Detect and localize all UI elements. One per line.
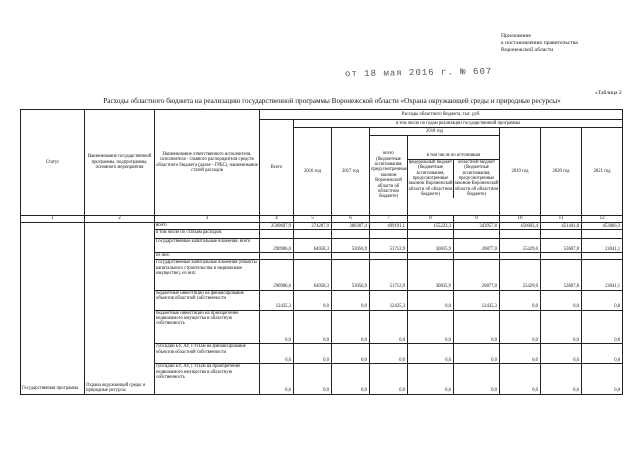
value-cell: 0,0 [332,344,370,364]
value-cell: 0,0 [582,364,623,395]
column-numbers-row [21,216,623,223]
date-stamp: от 18 мая 2016 г. № 607 [344,66,493,80]
value-cell: 0,0 [294,344,332,364]
value-cell: 53607,8 [541,238,582,253]
value-cell [582,230,623,238]
value-cell [500,253,541,260]
value-cell: 64058,3 [294,238,332,253]
value-cell: 12435,3 [370,290,408,310]
value-cell: 12435,3 [454,290,500,310]
header-2018: 2018 год [370,128,500,136]
value-cell: 20877,0 [454,238,500,253]
value-cell: 0,0 [500,290,541,310]
col-num: 4 [260,216,294,223]
header-program-name: Наименование государственной программы, подпрограммы, основного мероприятия [85,110,155,216]
value-cell [454,253,500,260]
row-label: бюджетные инвестиции на приобретение недвижимого имущества в областную собственность [155,310,260,344]
value-cell [408,230,454,238]
value-cell: 0,0 [370,344,408,364]
col-num: 3 [155,216,260,223]
value-cell: 2509697,9 [260,223,294,230]
value-cell: 53607,8 [541,260,582,290]
value-cell: 0,0 [582,310,623,344]
value-cell: 0,0 [294,310,332,344]
header-status: Статус [21,110,85,216]
header-by-years: в том числе по годам реализации государственной программы [294,120,623,128]
row-label: субсидии БУ, АУ, ГУПам на приобретение недвижимого имущества в областную собственность [155,364,260,395]
value-cell: 20877,0 [454,260,500,290]
value-cell [294,230,332,238]
table-body [21,223,623,395]
value-cell [332,230,370,238]
table-label: «Таблица 2 [595,90,622,96]
value-cell [541,253,582,260]
value-cell: 0,0 [454,344,500,364]
value-cell: 0,0 [408,310,454,344]
col-num: 7 [370,216,408,223]
value-cell: 0,0 [454,364,500,395]
page-title: Расходы областного бюджета на реализацию государственной программы Воронежской области «Охрана окружающей среды и природные ресурсы» [103,97,561,105]
value-cell: 343957,8 [454,223,500,230]
value-cell: 13041,1 [582,238,623,253]
value-cell: 55429,0 [500,260,541,290]
col-num: 1 [21,216,85,223]
appendix-line-1: Приложение [501,33,532,39]
value-cell [370,253,408,260]
header-by-source: в том числе по источникам [408,153,499,159]
value-cell: 0,0 [500,364,541,395]
col-num: 12 [582,216,623,223]
value-cell [260,253,294,260]
header-budget-expenses: Расходы областного бюджета, тыс. руб. [260,110,623,120]
row-label: субсидии БУ, АУ, ГУПам на финансирование объектов областной собственности [155,344,260,364]
value-cell: 290906,0 [260,238,294,253]
value-cell: 0,0 [332,310,370,344]
value-cell [582,253,623,260]
value-cell: 0,0 [408,344,454,364]
header-2017: 2017 год [332,128,370,216]
table-row [21,223,623,230]
value-cell: 0,0 [370,364,408,395]
value-cell: 451441,8 [541,223,582,230]
col-num: 10 [500,216,541,223]
col-num: 9 [454,216,500,223]
row-label: Государственные капитальные вложения (объекты капитального строительства и недвижимое имущество), из них: [155,260,260,290]
row-label: из них: [155,253,260,260]
col-num: 2 [85,216,155,223]
value-cell: 0,0 [500,344,541,364]
row-label: всего [155,223,260,230]
value-cell: 0,0 [541,290,582,310]
value-cell: 290906,0 [260,260,294,290]
value-cell: 0,0 [582,290,623,310]
value-cell: 0,0 [500,310,541,344]
value-cell: 0,0 [454,310,500,344]
value-cell: 51712,9 [370,260,408,290]
value-cell: 453866,3 [582,223,623,230]
col-num: 8 [408,216,454,223]
value-cell: 155233,3 [408,223,454,230]
value-cell: 0,0 [260,310,294,344]
value-cell: 30835,9 [408,260,454,290]
value-cell: 0,0 [408,364,454,395]
row-label: Государственные капитальные вложения, всего [155,238,260,253]
appendix-line-2: к постановлению правительства [501,40,578,46]
budget-table [20,109,623,395]
value-cell: 380307,4 [332,223,370,230]
header-sources-cell [408,136,500,216]
row-label: бюджетные инвестиции на финансирование объектов областной собственности [155,290,260,310]
value-cell: 55429,0 [500,238,541,253]
header-2021: 2021 год [582,128,623,216]
value-cell: 12435,3 [260,290,294,310]
value-cell: 0,0 [582,344,623,364]
header-executor: Наименование ответственного исполнителя, исполнителя - главного распорядителя средств областного бюджета (далее - ГРБС), наименование статей расходов [155,110,260,216]
value-cell [500,230,541,238]
value-cell: 53056,9 [332,260,370,290]
value-cell: 499191,1 [370,223,408,230]
appendix-block [501,33,578,54]
value-cell: 0,0 [294,290,332,310]
value-cell: 0,0 [541,364,582,395]
value-cell: 0,0 [260,364,294,395]
value-cell: 0,0 [541,344,582,364]
row-label: в том числе по статьям расходов: [155,230,260,238]
value-cell [332,253,370,260]
appendix-line-3: Воронежской области [501,47,554,53]
value-cell [454,230,500,238]
header-2019: 2019 год [500,128,541,216]
status-cell: Государственная программа [21,223,85,395]
col-num: 5 [294,216,332,223]
value-cell: 274287,9 [294,223,332,230]
value-cell: 13041,1 [582,260,623,290]
value-cell: 0,0 [541,310,582,344]
value-cell: 64058,3 [294,260,332,290]
value-cell: 30835,9 [408,238,454,253]
value-cell [294,253,332,260]
value-cell: 51712,9 [370,238,408,253]
value-cell: 0,0 [294,364,332,395]
header-2016: 2016 год [294,128,332,216]
header-2020: 2020 год [541,128,582,216]
header-regional: областной бюджет (бюджетные ассигнования, предусмотренные законом Воронежской области об областном бюджете) [454,159,499,198]
value-cell: 0,0 [370,310,408,344]
value-cell: 0,0 [332,290,370,310]
value-cell [541,230,582,238]
value-cell: 53056,9 [332,238,370,253]
header-federal: федеральный бюджет (бюджетные ассигнования, предусмотренные законом Воронежской области об областном бюджете) [408,159,453,198]
col-num: 11 [541,216,582,223]
value-cell: 450603,4 [500,223,541,230]
value-cell [408,253,454,260]
header-total: Всего [260,120,294,216]
value-cell [370,230,408,238]
value-cell [260,230,294,238]
program-cell: Охрана окружающей среды и природные ресурсы [85,223,155,395]
header-2018-total: всего (бюджетные ассигнования, предусмотренные законом Воронежской области об областном бюджете) [370,136,408,216]
value-cell: 0,0 [408,290,454,310]
col-num: 6 [332,216,370,223]
value-cell: 0,0 [260,344,294,364]
value-cell: 0,0 [332,364,370,395]
